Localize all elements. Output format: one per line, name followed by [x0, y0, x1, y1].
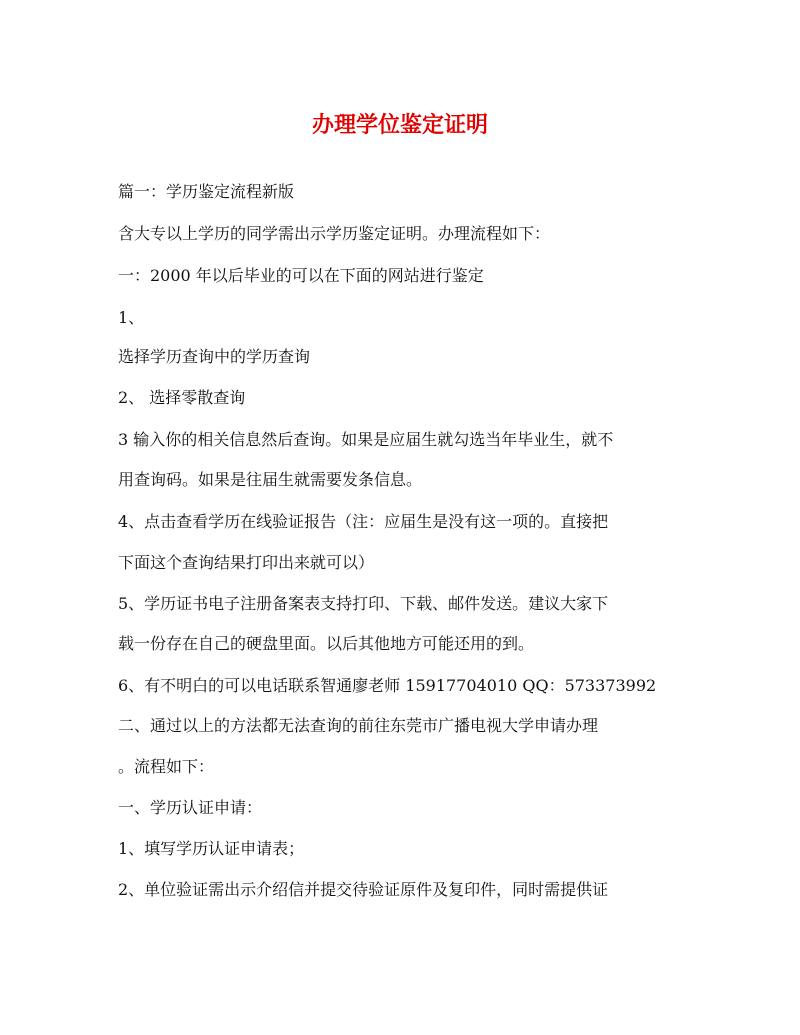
- text-line: 载一份存在自己的硬盘里面。以后其他地方可能还用的到。: [118, 634, 535, 653]
- text-line: 2、 选择零散查询: [118, 388, 246, 407]
- text-line: 含大专以上学历的同学需出示学历鉴定证明。办理流程如下：: [118, 224, 551, 243]
- text-line: 二、通过以上的方法都无法查询的前往东莞市广播电视大学申请办理: [118, 716, 599, 735]
- text-line: 用查询码。如果是往届生就需要发条信息。: [118, 470, 423, 489]
- text-line: 3 输入你的相关信息然后查询。如果是应届生就勾选当年毕业生，就不: [118, 430, 614, 449]
- document-title: 办理学位鉴定证明: [311, 112, 488, 138]
- text-line: 一：2000 年以后毕业的可以在下面的网站进行鉴定: [118, 266, 484, 285]
- text-line: 下面这个查询结果打印出来就可以）: [118, 553, 375, 572]
- text-line: 4、点击查看学历在线验证报告（注：应届生是没有这一项的。直接把: [118, 512, 609, 531]
- text-line: 篇一：学历鉴定流程新版: [118, 182, 295, 201]
- text-line: 。流程如下：: [118, 757, 215, 776]
- text-line: 一、学历认证申请：: [118, 798, 263, 817]
- text-line: 1、填写学历认证申请表；: [118, 839, 305, 858]
- text-line: 1、: [118, 308, 145, 327]
- text-line: 选择学历查询中的学历查询: [118, 347, 311, 366]
- text-line: 6、有不明白的可以电话联系智通廖老师 15917704010 QQ：573373992: [118, 676, 657, 695]
- text-line: 2、单位验证需出示介绍信并提交待验证原件及复印件，同时需提供证: [118, 880, 609, 899]
- text-line: 5、学历证书电子注册备案表支持打印、下载、邮件发送。建议大家下: [118, 594, 609, 613]
